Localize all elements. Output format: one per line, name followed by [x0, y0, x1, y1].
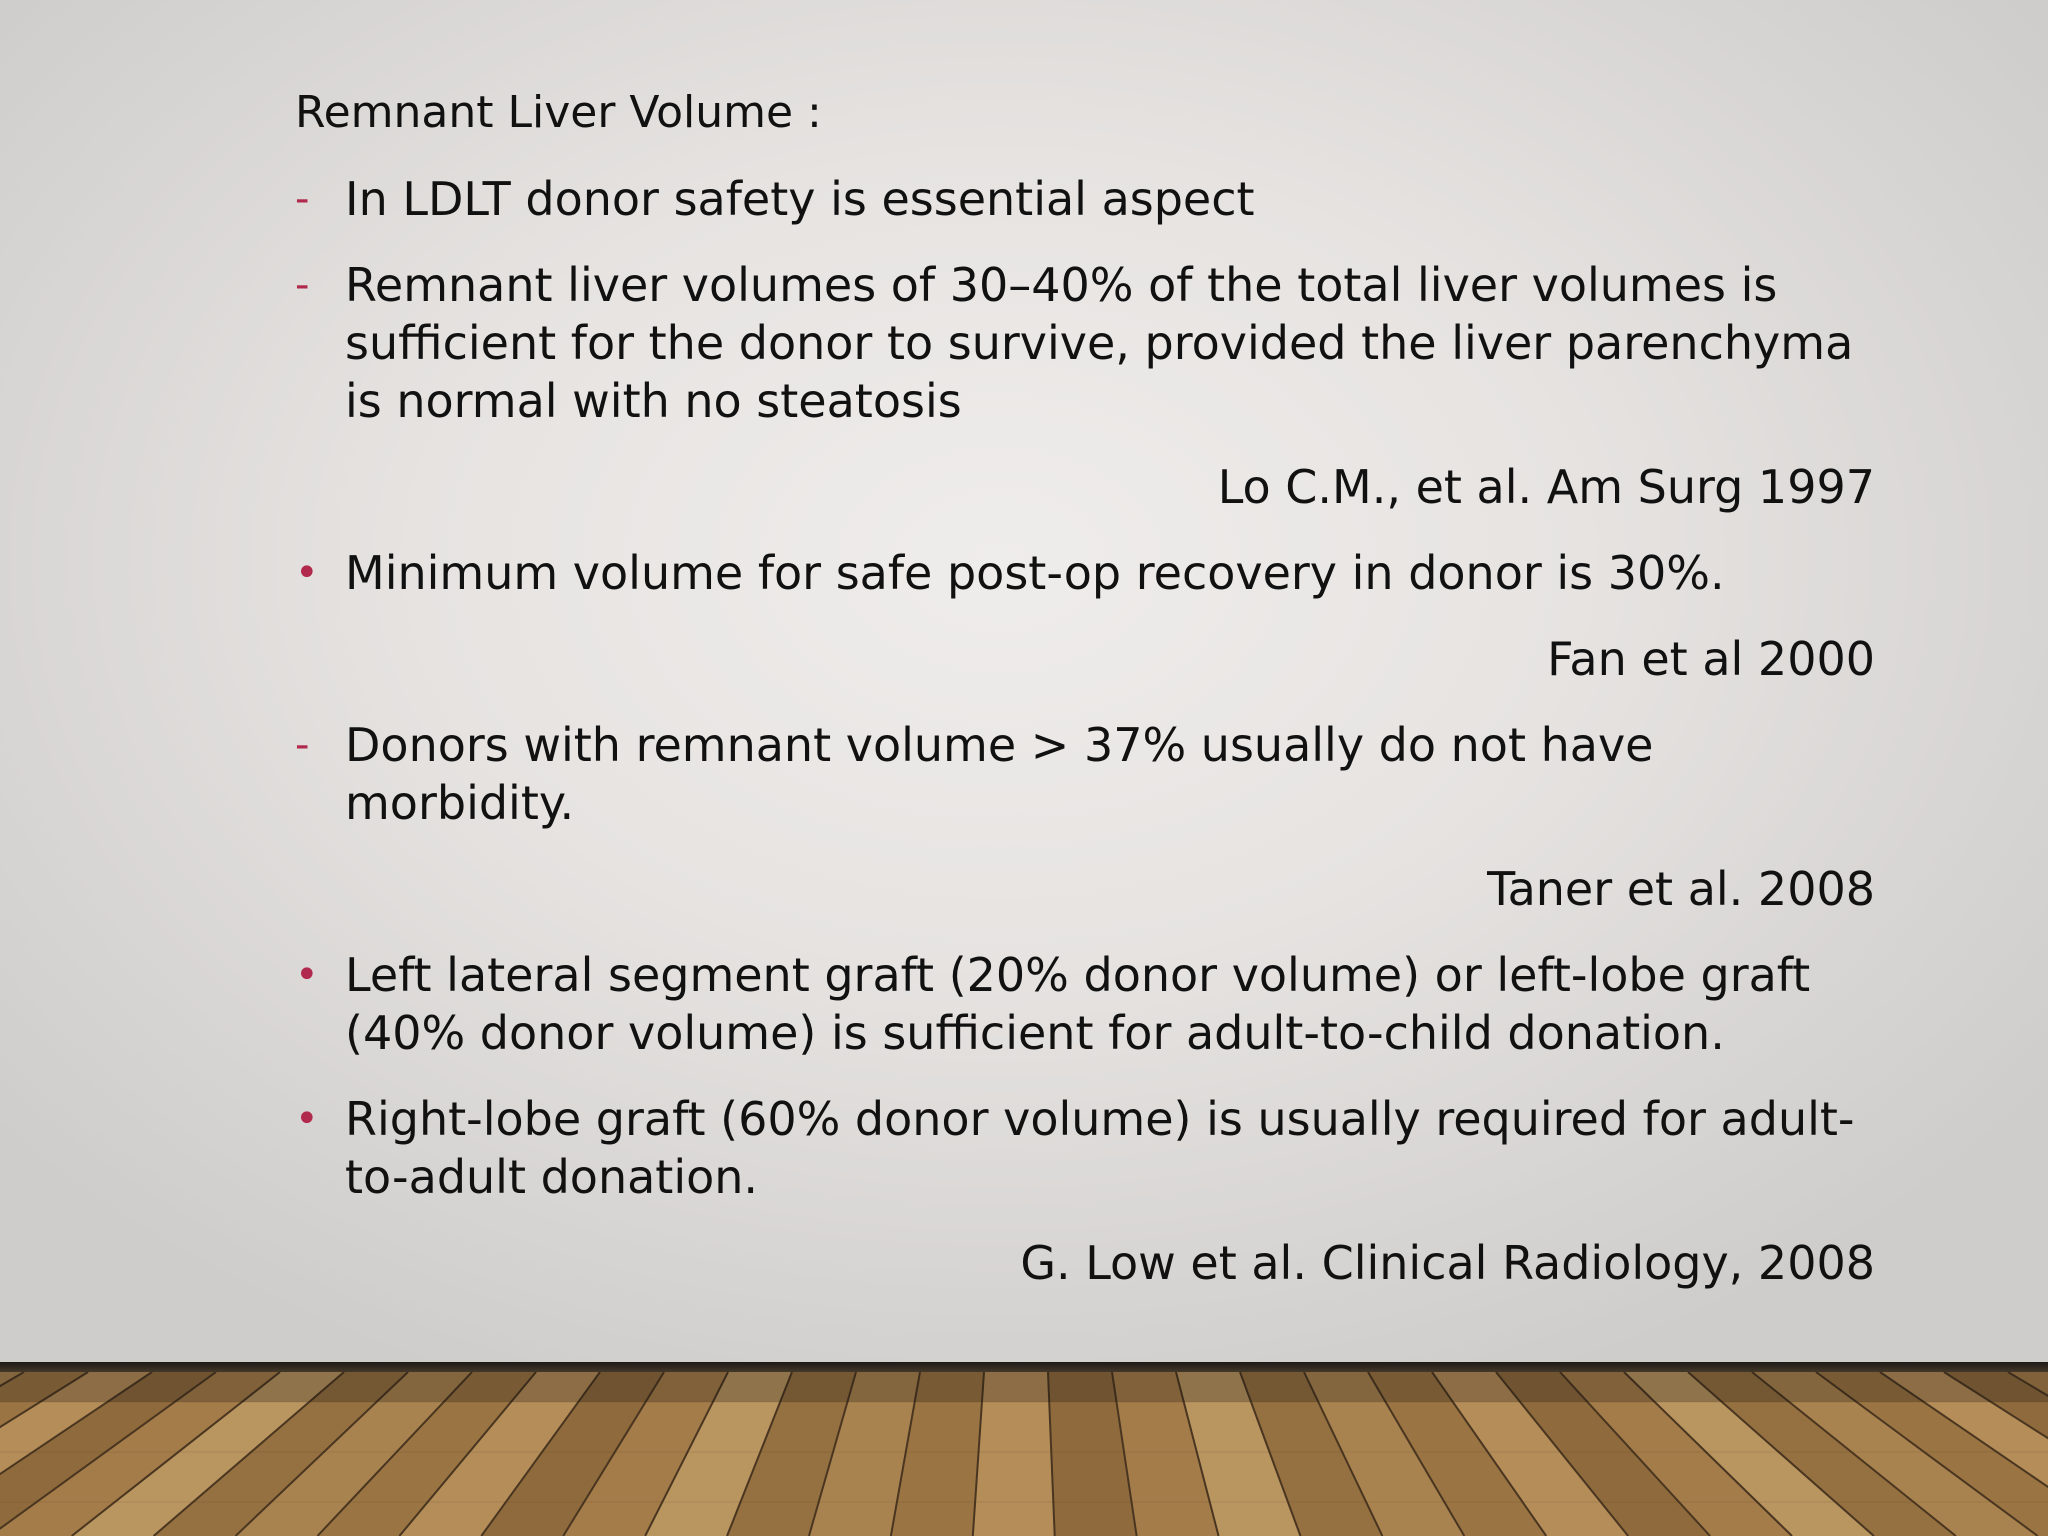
citation: Fan et al 2000 [1547, 632, 1875, 686]
dash-marker: - [295, 176, 310, 222]
list-item-text: Donors with remnant volume > 37% usually do not have morbidity. [345, 718, 1654, 830]
list-item-text: Minimum volume for safe post-op recovery in donor is 30%. [345, 546, 1725, 600]
bullet-marker: • [295, 952, 319, 998]
list-item [295, 256, 1875, 430]
bullet-marker: • [295, 1096, 319, 1142]
list-item [295, 716, 1875, 832]
wood-floor [0, 1372, 2048, 1536]
wood-floor-planks [0, 1372, 2048, 1536]
slide-content [295, 86, 1875, 1320]
list-item-text: In LDLT donor safety is essential aspect [345, 172, 1255, 226]
citation: G. Low et al. Clinical Radiology, 2008 [1020, 1236, 1875, 1290]
list-item [295, 544, 1875, 602]
slide-heading: Remnant Liver Volume : [295, 87, 822, 138]
list-item [295, 946, 1875, 1062]
list-item [295, 170, 1875, 228]
list-item [295, 1090, 1875, 1206]
citation: Taner et al. 2008 [1487, 862, 1875, 916]
citation: Lo C.M., et al. Am Surg 1997 [1217, 460, 1875, 514]
list-item-text: Right-lobe graft (60% donor volume) is usually required for adult-to-adult donation. [345, 1092, 1855, 1204]
list-item-text: Remnant liver volumes of 30–40% of the total liver volumes is sufficient for the donor to survive, provided the liver parenchyma is normal with no steatosis [345, 258, 1854, 428]
floor-shade [0, 1372, 2048, 1402]
dash-marker: - [295, 262, 310, 308]
dash-marker: - [295, 722, 310, 768]
list-item-text: Left lateral segment graft (20% donor volume) or left-lobe graft (40% donor volume) is sufficient for adult-to-child donation. [345, 948, 1811, 1060]
bullet-marker: • [295, 550, 319, 596]
